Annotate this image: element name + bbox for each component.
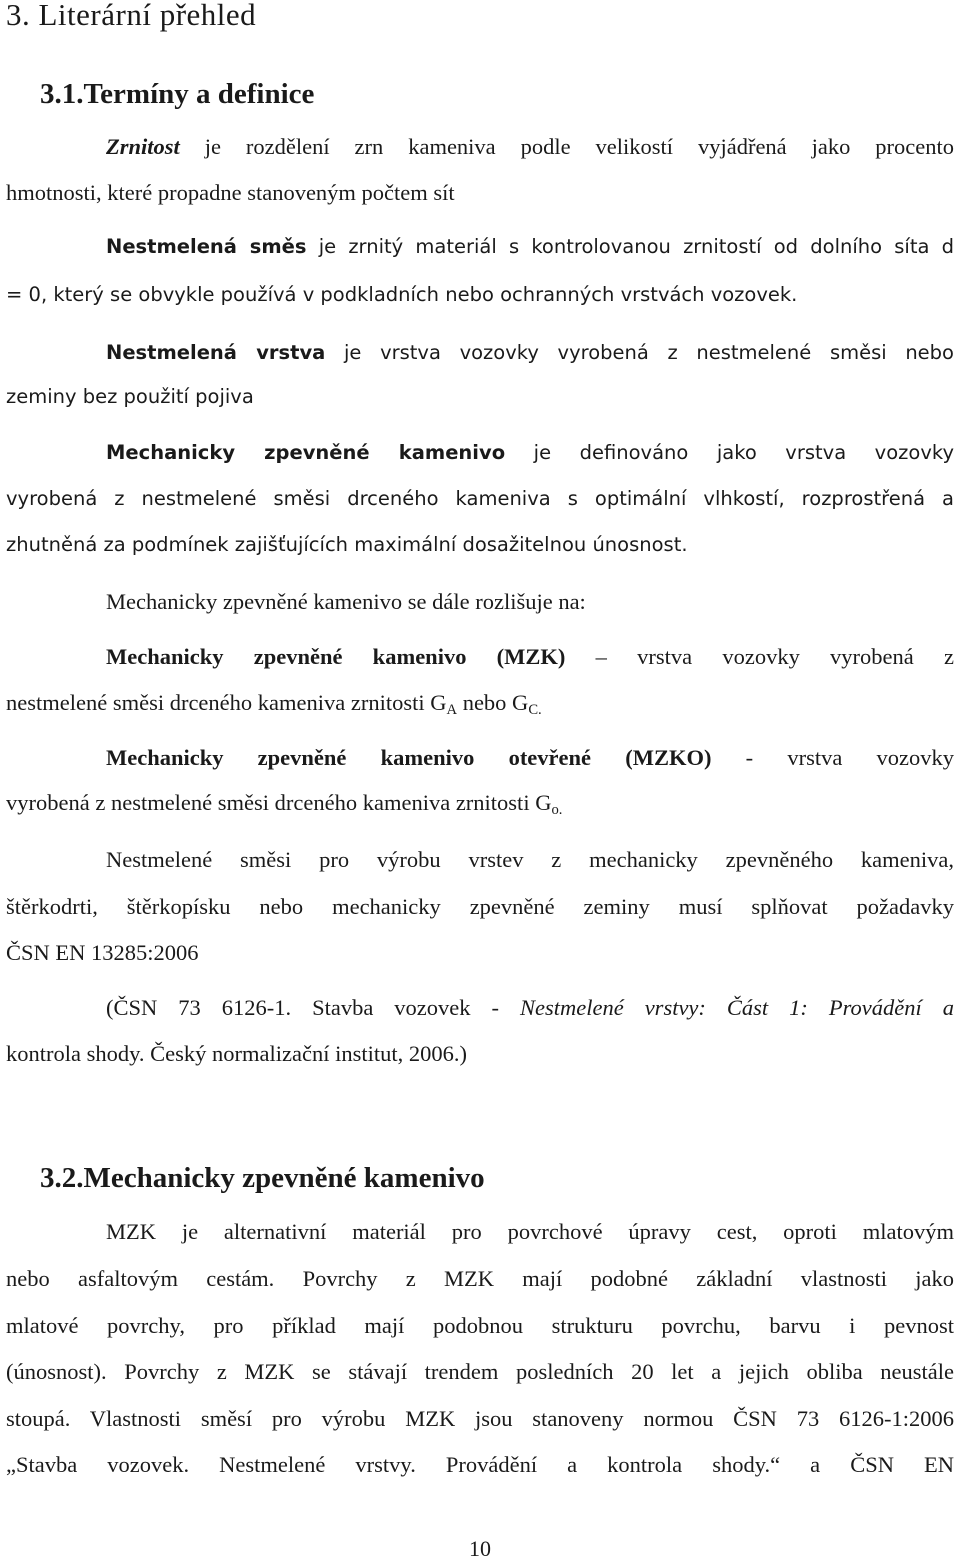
mzk-item-text-2: nestmelené směsi drceného kameniva zrnitosti G — [6, 690, 447, 715]
mzk-item-text-3: nebo G — [457, 690, 529, 715]
section-number-2: 3.2. — [40, 1162, 84, 1194]
term-mzko: Mechanicky zpevněné kamenivo otevřené (MZKO) — [106, 745, 712, 770]
mzk-para-line-2: nebo asfaltovým cestám. Povrchy z MZK mají podobné základní vlastnosti jako — [6, 1266, 954, 1291]
mzk-def-line-3: zhutněná za podmínek zajišťujících maximální dosažitelnou únosnost. — [6, 533, 688, 556]
mzko-item-text-1: - vrstva vozovky — [711, 745, 955, 770]
pozadavky-line-2: štěrkodrti, štěrkopísku nebo mechanicky zpevněné zeminy musí splňovat požadavky — [6, 894, 954, 919]
mzk-item-line-2 — [6, 680, 954, 727]
vrstva-line-1 — [106, 330, 954, 377]
section-heading-3-2 — [40, 1162, 485, 1195]
term-nestmelena-smes: Nestmelená směs — [106, 235, 307, 258]
term-nestmelena-vrstva: Nestmelená vrstva — [106, 341, 326, 364]
chapter-number: 3. — [6, 0, 31, 32]
pozadavky-line-3: ČSN EN 13285:2006 — [6, 940, 199, 965]
mzk-def-line-2: vyrobená z nestmelené směsi drceného kameniva s optimální vlhkostí, rozprostřená a — [6, 487, 954, 510]
mzk-item-text-1: vrstva vozovky vyrobená z — [637, 644, 954, 669]
subscript-c: C. — [528, 702, 542, 718]
citace-line-2: kontrola shody. Český normalizační institut, 2006.) — [6, 1041, 467, 1066]
chapter-heading — [6, 0, 256, 33]
vrstva-line-2: zeminy bez použití pojiva — [6, 385, 254, 408]
mzk-para-line-3: mlatové povrchy, pro příklad mají podobnou strukturu povrchu, barvu i pevnost — [6, 1313, 954, 1338]
mzk-para-line-6: „Stavba vozovek. Nestmelené vrstvy. Provádění a kontrola shody.“ a ČSN EN — [6, 1452, 954, 1477]
mzko-item-text-2: vyrobená z nestmelené směsi drceného kameniva zrnitosti G — [6, 790, 552, 815]
subscript-o: o. — [551, 802, 563, 818]
mzk-para-line-4: (únosnost). Povrchy z MZK se stávají trendem posledních 20 let a jejich obliba neustále — [6, 1359, 954, 1384]
section-title: Termíny a definice — [83, 78, 315, 110]
smes-line-2: = 0, který se obvykle používá v podkladních nebo ochranných vrstvách vozovek. — [6, 283, 798, 306]
smes-text-1: je zrnitý materiál s kontrolovanou zrnitostí od dolního síta d — [306, 235, 954, 258]
term-mzk-item: Mechanicky zpevněné kamenivo (MZK) — [106, 644, 566, 669]
rozlisuje-line: Mechanicky zpevněné kamenivo se dále rozlišuje na: — [106, 589, 586, 614]
pozadavky-line-1: Nestmelené směsi pro výrobu vrstev z mechanicky zpevněného kameniva, — [106, 847, 954, 872]
page-number: 10 — [469, 1536, 491, 1561]
zrnitost-line-1 — [106, 124, 954, 171]
smes-line-1 — [106, 224, 954, 271]
section-number: 3.1. — [40, 78, 84, 110]
chapter-title: Literární přehled — [38, 0, 257, 32]
citace-line-1 — [106, 985, 954, 1032]
mzk-para-line-5: stoupá. Vlastnosti směsí pro výrobu MZK jsou stanoveny normou ČSN 73 6126-1:2006 — [6, 1406, 954, 1431]
zrnitost-line-2: hmotnosti, které propadne stanoveným počtem sít — [6, 180, 455, 205]
section-heading-3-1 — [40, 78, 314, 111]
citace-text-1: (ČSN 73 6126-1. Stavba vozovek - — [106, 995, 520, 1020]
mzko-item-line-2 — [6, 780, 954, 827]
term-mzk: Mechanicky zpevněné kamenivo — [106, 441, 506, 464]
mzk-item-line-1 — [106, 634, 954, 681]
mzk-def-line-1 — [106, 430, 954, 477]
subscript-a: A — [446, 702, 458, 718]
citace-italic: Nestmelené vrstvy: Část 1: Provádění a — [520, 995, 954, 1020]
zrnitost-text-1: je rozdělení zrn kameniva podle velikostí vyjádřená jako procento — [179, 134, 954, 159]
mzk-item-dash: – — [565, 644, 638, 669]
vrstva-text-1: je vrstva vozovky vyrobená z nestmelené směsi nebo — [325, 341, 954, 364]
section-title-2: Mechanicky zpevněné kamenivo — [83, 1162, 485, 1194]
term-zrnitost: Zrnitost — [106, 134, 180, 159]
mzko-item-line-1 — [106, 735, 954, 782]
mzk-para-line-1: MZK je alternativní materiál pro povrchové úpravy cest, oproti mlatovým — [106, 1219, 954, 1244]
mzk-def-text-1: je definováno jako vrstva vozovky — [505, 441, 954, 464]
